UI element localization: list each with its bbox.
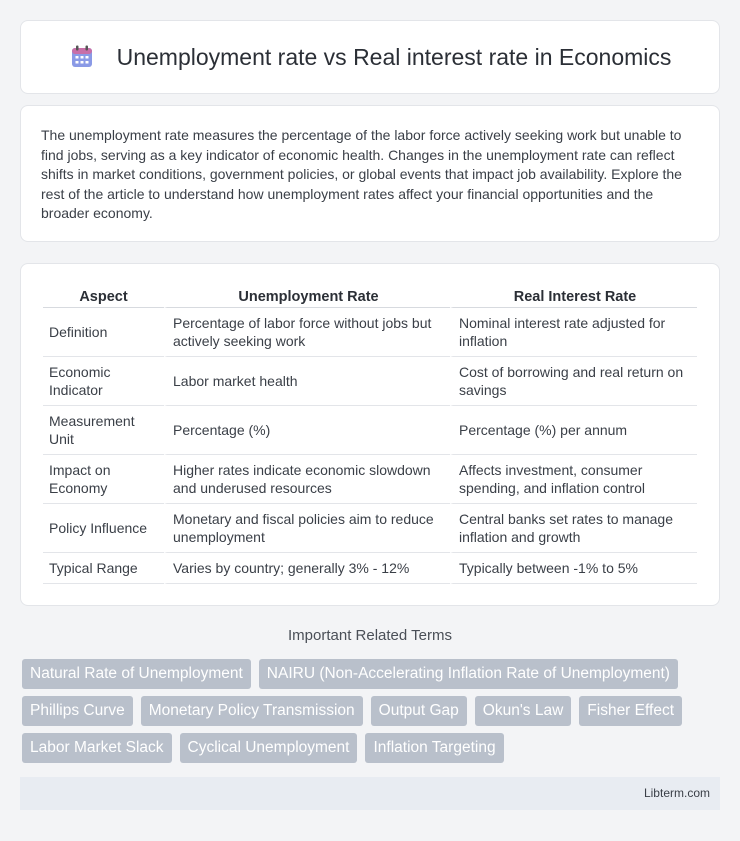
table-row	[43, 455, 697, 504]
table-row	[43, 553, 697, 584]
calendar-icon	[69, 44, 95, 70]
cell-unemployment: Varies by country; generally 3% - 12%	[164, 553, 450, 584]
cell-unemployment: Percentage of labor force without jobs but actively seeking work	[164, 308, 450, 357]
tag-cyclical-unemployment[interactable]: Cyclical Unemployment	[180, 733, 358, 763]
cell-aspect: Economic Indicator	[43, 357, 164, 406]
tag-phillips-curve[interactable]: Phillips Curve	[22, 696, 133, 726]
title-card	[20, 20, 720, 94]
tag-okuns-law[interactable]: Okun's Law	[475, 696, 572, 726]
tag-monetary-policy-transmission[interactable]: Monetary Policy Transmission	[141, 696, 363, 726]
cell-unemployment: Higher rates indicate economic slowdown and underused resources	[164, 455, 450, 504]
cell-real-interest: Affects investment, consumer spending, and inflation control	[450, 455, 697, 504]
tag-inflation-targeting[interactable]: Inflation Targeting	[365, 733, 503, 763]
table-row	[43, 308, 697, 357]
cell-aspect: Measurement Unit	[43, 406, 164, 455]
cell-aspect: Impact on Economy	[43, 455, 164, 504]
comparison-table	[43, 286, 697, 584]
footer	[20, 777, 720, 810]
cell-real-interest: Typically between -1% to 5%	[450, 553, 697, 584]
cell-real-interest: Cost of borrowing and real return on savings	[450, 357, 697, 406]
tag-row	[22, 659, 722, 689]
tag-row	[22, 696, 722, 726]
intro-paragraph: The unemployment rate measures the percentage of the labor force actively seeking work but unable to find jobs, serving as a key indicator of economic health. Changes in the unemployment rate can reflect shifts in market conditions, government policies, or global events that impact job availability. Explore the rest of the article to understand how unemployment rates affect your financial opportunities and the broader economy.	[41, 127, 682, 221]
table-row	[43, 357, 697, 406]
cell-real-interest: Central banks set rates to manage inflation and growth	[450, 504, 697, 553]
tag-fisher-effect[interactable]: Fisher Effect	[579, 696, 682, 726]
header-aspect: Aspect	[43, 286, 164, 308]
related-terms-list	[22, 659, 722, 770]
cell-real-interest: Percentage (%) per annum	[450, 406, 697, 455]
table-header-row	[43, 286, 697, 308]
tag-output-gap[interactable]: Output Gap	[371, 696, 467, 726]
tag-labor-market-slack[interactable]: Labor Market Slack	[22, 733, 172, 763]
cell-aspect: Policy Influence	[43, 504, 164, 553]
tag-nairu[interactable]: NAIRU (Non-Accelerating Inflation Rate of Unemployment)	[259, 659, 678, 689]
cell-unemployment: Percentage (%)	[164, 406, 450, 455]
cell-aspect: Typical Range	[43, 553, 164, 584]
table-row	[43, 406, 697, 455]
table-row	[43, 504, 697, 553]
footer-site-link[interactable]: Libterm.com	[643, 786, 710, 800]
cell-aspect: Definition	[43, 308, 164, 357]
header-unemployment-rate: Unemployment Rate	[164, 286, 450, 308]
cell-unemployment: Labor market health	[164, 357, 450, 406]
cell-unemployment: Monetary and fiscal policies aim to reduce unemployment	[164, 504, 450, 553]
related-terms-heading: Important Related Terms	[288, 627, 452, 644]
intro-card	[20, 105, 720, 242]
page-title: Unemployment rate vs Real interest rate in Economics	[116, 43, 672, 70]
comparison-card	[20, 263, 720, 606]
tag-row	[22, 733, 722, 763]
tag-natural-rate-of-unemployment[interactable]: Natural Rate of Unemployment	[22, 659, 251, 689]
header-real-interest-rate: Real Interest Rate	[450, 286, 697, 308]
cell-real-interest: Nominal interest rate adjusted for inflation	[450, 308, 697, 357]
